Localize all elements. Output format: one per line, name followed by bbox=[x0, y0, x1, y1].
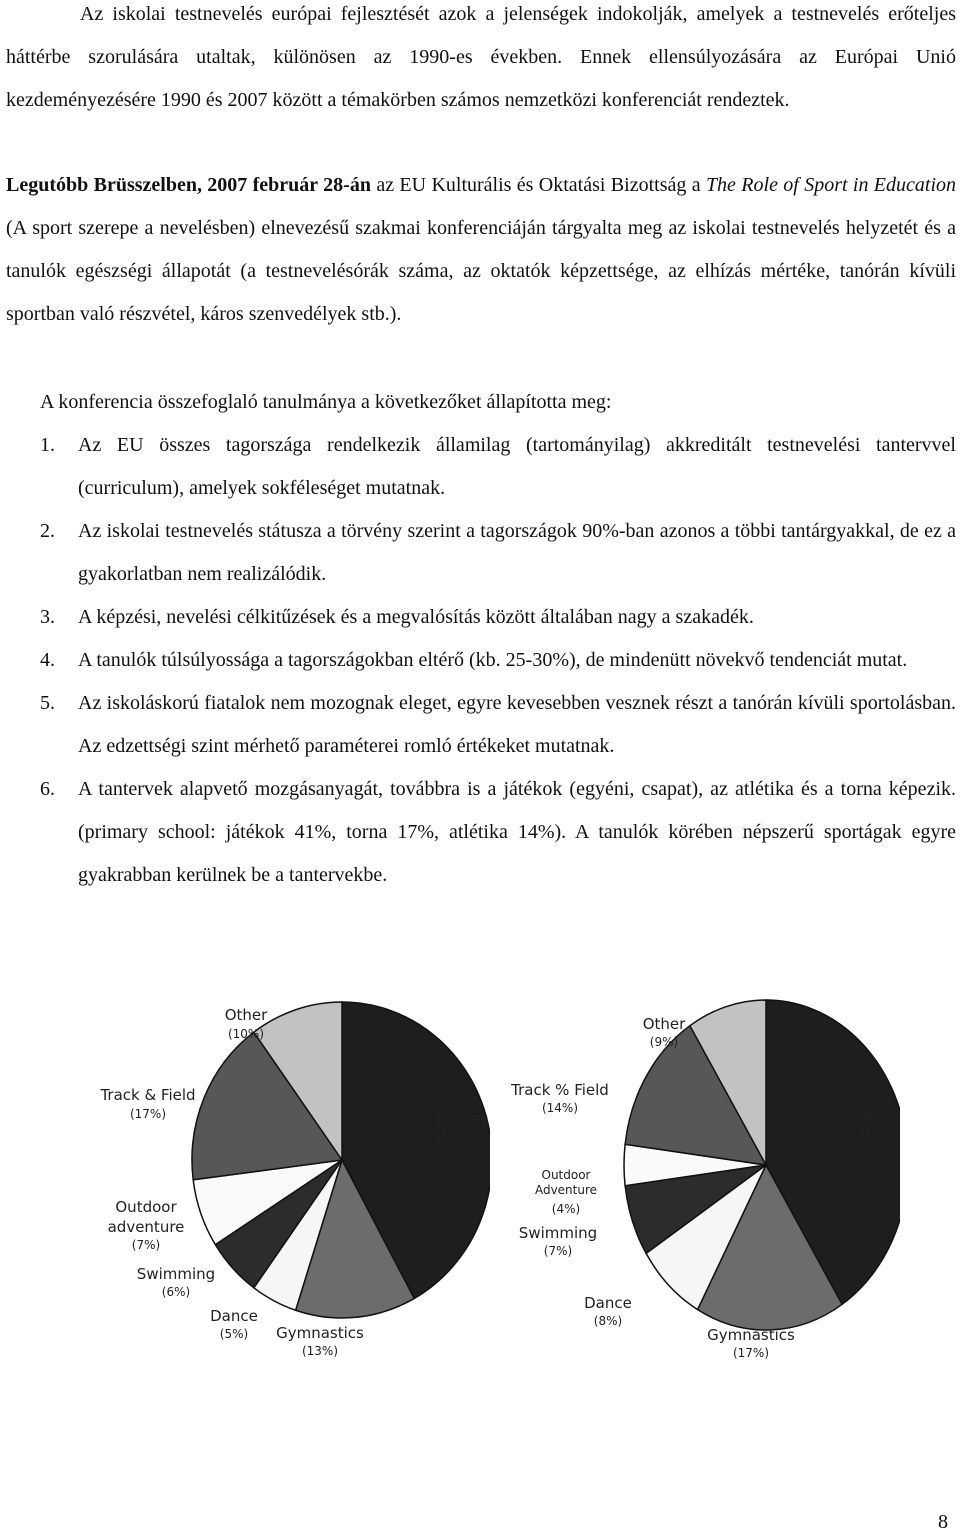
pie-value-games: (42%) bbox=[436, 1130, 473, 1144]
pie-value-swimming: (6%) bbox=[161, 1285, 191, 1299]
list-number: 4. bbox=[40, 649, 55, 671]
conference-text-2: (A sport szerepe a nevelésben) elnevezésű szakmai konferenciáján tárgyalta meg az iskolai testnevelés helyzetét és a tanulók egészségi állapotát (a testnevelésórák száma, az oktatók képzettsége, az elhízás mértéke, tanórán kívüli sportban való részvétel, káros szenvedélyek stb.). bbox=[6, 217, 956, 325]
pie-chart-left-svg bbox=[80, 995, 490, 1375]
list-item bbox=[0, 510, 956, 596]
pie-value-track-field: (17%) bbox=[129, 1107, 167, 1121]
list-item bbox=[0, 639, 956, 682]
pie-chart-left bbox=[80, 995, 490, 1375]
pie-label-swimming: Swimming bbox=[518, 1224, 598, 1242]
pie-label-gymnastics: Gymnastics bbox=[707, 1326, 795, 1344]
pie-charts bbox=[80, 995, 900, 1375]
pie-label-games: Games bbox=[436, 1110, 489, 1128]
page-number: 8 bbox=[938, 1511, 948, 1533]
list-text: Az EU összes tagországa rendelkezik államilag (tartományilag) akkreditált testnevelési tantervvel (curriculum), amelyek sokféleséget mutatnak. bbox=[78, 434, 956, 499]
pie-label-swimming: Swimming bbox=[136, 1265, 216, 1283]
pie-label-other: Other bbox=[224, 1006, 268, 1024]
pie-value-track-field: (14%) bbox=[541, 1101, 579, 1115]
pie-label-other: Other bbox=[642, 1015, 686, 1033]
list-number: 3. bbox=[40, 606, 55, 628]
conference-title: The Role of Sport in Education bbox=[705, 174, 957, 196]
list-number: 5. bbox=[40, 692, 55, 714]
list-number: 2. bbox=[40, 520, 55, 542]
pie-value-outdoor-adventure: (7%) bbox=[131, 1238, 161, 1252]
pie-label-track-field: Track % Field bbox=[511, 1081, 609, 1099]
pie-value-games: (41%) bbox=[845, 1129, 883, 1143]
pie-label-gymnastics: Gymnastics bbox=[276, 1324, 364, 1342]
conference-paragraph bbox=[6, 164, 956, 336]
pie-label-outdoor-adventure: Outdoor adventure bbox=[107, 1198, 185, 1236]
pie-value-swimming: (7%) bbox=[543, 1244, 573, 1258]
pie-label-games: Games bbox=[837, 1109, 891, 1127]
conference-text-1: az EU Kulturális és Oktatási Bizottság a bbox=[370, 174, 706, 196]
list-text: Az iskolai testnevelés státusza a törvény szerint a tagországok 90%-ban azonos a többi tantárgyakkal, de ez a gyakorlatban nem realizálódik. bbox=[78, 520, 956, 585]
list-text: A tanulók túlsúlyossága a tagországokban eltérő (kb. 25-30%), de mindenütt növekvő tendenciát mutat. bbox=[78, 649, 908, 671]
list-text: Az iskoláskorú fiatalok nem mozognak eleget, egyre kevesebben vesznek részt a tanórán kívüli sportolásban. Az edzettségi szint mérhető paraméterei romló értékeket mutatnak. bbox=[78, 692, 956, 757]
pie-label-outdoor-adventure: Outdoor Adventure bbox=[534, 1168, 598, 1197]
list-number: 1. bbox=[40, 434, 55, 456]
pie-label-track-field: Track & Field bbox=[100, 1086, 196, 1104]
pie-value-other: (9%) bbox=[649, 1035, 679, 1049]
pie-value-outdoor-adventure: (4%) bbox=[551, 1202, 581, 1216]
list-item bbox=[0, 424, 956, 510]
pie-value-gymnastics: (17%) bbox=[732, 1346, 770, 1360]
list-item bbox=[0, 768, 956, 897]
pie-chart-right-svg bbox=[490, 995, 900, 1375]
pie-label-dance: Dance bbox=[584, 1294, 632, 1312]
findings-list bbox=[0, 424, 956, 897]
list-item bbox=[0, 682, 956, 768]
summary-intro: A konferencia összefoglaló tanulmánya a következőket állapította meg: bbox=[40, 391, 612, 413]
list-item bbox=[0, 596, 956, 639]
list-number: 6. bbox=[40, 778, 55, 800]
list-text: A képzési, nevelési célkitűzések és a megvalósítás között általában nagy a szakadék. bbox=[78, 606, 754, 628]
pie-value-dance: (8%) bbox=[593, 1314, 623, 1328]
pie-value-dance: (5%) bbox=[219, 1327, 249, 1341]
pie-chart-right bbox=[490, 995, 900, 1375]
conference-date: Legutóbb Brüsszelben, 2007 február 28-án bbox=[6, 174, 371, 196]
intro-paragraph: Az iskolai testnevelés európai fejlesztését azok a jelenségek indokolják, amelyek a testnevelés erőteljes háttérbe szorulására utaltak, különösen az 1990-es években. Ennek ellensúlyozására az Európai Unió kezdeményezésére 1990 és 2007 között a témakörben számos nemzetközi konferenciát rendeztek. bbox=[6, 3, 956, 111]
pie-value-gymnastics: (13%) bbox=[301, 1344, 339, 1358]
list-text: A tantervek alapvető mozgásanyagát, továbbra is a játékok (egyéni, csapat), az atlétika és a torna képezik. (primary school: játékok 41%, torna 17%, atlétika 14%). A tanulók körében népszerű sportágak egyre gyakrabban kerülnek be a tantervekbe. bbox=[78, 778, 956, 886]
pie-value-other: (10%) bbox=[227, 1027, 265, 1041]
pie-label-dance: Dance bbox=[210, 1307, 258, 1325]
